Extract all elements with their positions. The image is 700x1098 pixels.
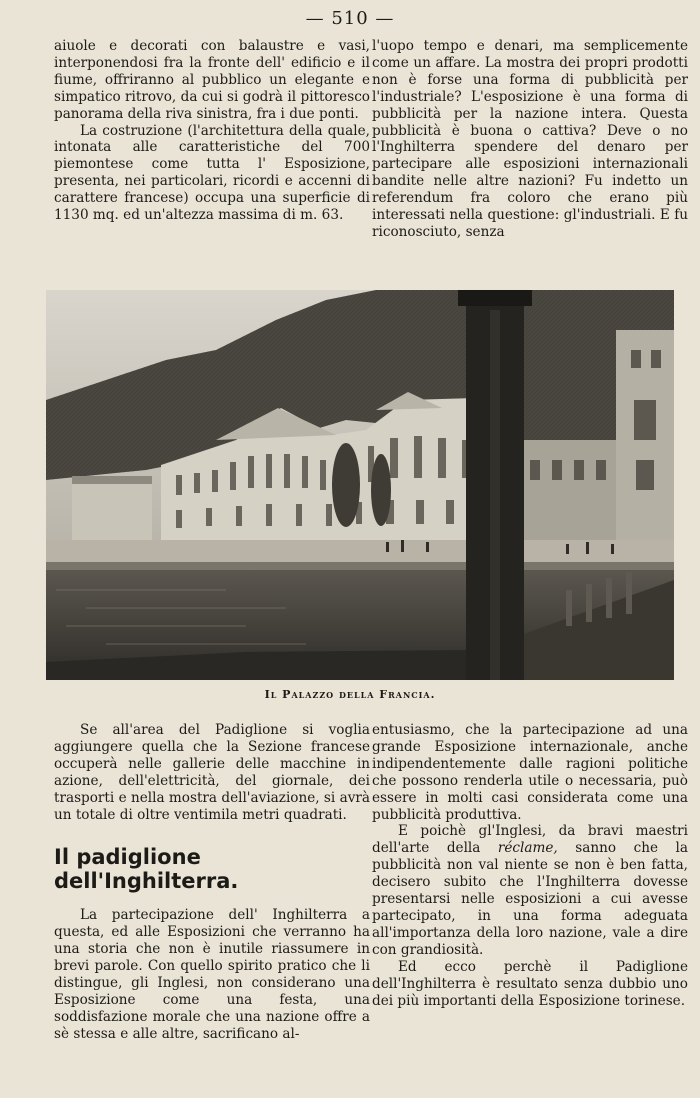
column-top-right	[372, 38, 688, 241]
paragraph: entusiasmo, che la partecipazione ad una grande Esposizione internazionale, anche indipendentemente dalle ragioni politiche che possono renderla utile o necessaria, può essere in molti casi considerata come una pubblicità produttiva.	[372, 722, 688, 823]
page-number: — 510 —	[305, 8, 395, 29]
paragraph: Ed ecco perchè il Padiglione dell'Inghilterra è resultato senza dubbio uno dei più importanti della Esposizione torinese.	[372, 958, 688, 1009]
paragraph	[372, 823, 688, 958]
section-heading: Il padiglione dell'Inghilterra.	[54, 845, 239, 894]
column-top-left	[54, 38, 370, 224]
engraving-illustration	[46, 290, 674, 680]
paragraph: La costruzione (l'architettura della quale, intonata alle caratteristiche del 700 piemontese come tutta l' Esposizione, presenta, nei particolari, ricordi e accenni di carattere francese) occupa una superficie di 1130 mq. ed un'altezza massima di m. 63.	[54, 122, 370, 224]
paragraph: aiuole e decorati con balaustre e vasi, interponendosi fra la fronte dell' edificio e il fiume, offriranno al pubblico un elegante e simpatico ritrovo, da cui si godrà il pittoresco panorama della riva sinistra, fra i due ponti.	[54, 38, 370, 122]
paragraph: l'uopo tempo e denari, ma semplicemente come un affare. La mostra dei propri prodotti non è forse una forma di pubblicità per l'industriale? L'esposizione è una forma di pubblicità per la nazione intera. Questa pubblicità è buona o cattiva? Deve o no l'Inghilterra spendere del denaro per partecipare alle esposizioni internazionali bandite nelle altre nazioni? Fu indetto un referendum fra coloro che erano più interessati nella questione: gl'industriali. E fu riconosciuto, senza	[372, 38, 688, 240]
engraving-palazzo-francia	[46, 290, 674, 680]
text-run: sanno che la pubblicità non val niente se non è ben fatta, decisero subito che l'Inghilterra dovesse presentarsi nelle esposizioni a cui avesse partecipato, in una forma adeguata all'importanza della loro nazione, vale a dire con grandiosità.	[372, 840, 688, 958]
column-bottom-left	[54, 722, 370, 1043]
column-bottom-right	[372, 722, 688, 1009]
paragraph: La partecipazione dell' Inghilterra a questa, ed alle Esposizioni che verranno ha una storia che non è inutile riassumere in brevi parole. Con quello spirito pratico che li distingue, gli Inglesi, non considerano una Esposizione come una festa, una soddisfazione morale che una nazione offre a sè stessa e alle altre, sacrificano al-	[54, 907, 370, 1042]
paragraph: Se all'area del Padiglione si voglia aggiungere quella che la Sezione francese occuperà nelle gallerie delle macchine in azione, dell'elettricità, del giornale, dei trasporti e nella mostra dell'aviazione, si avrà un totale di oltre ventimila metri quadrati.	[54, 722, 370, 823]
italic-word: réclame,	[497, 840, 558, 857]
text-run: E poichè gl'Inglesi, da bravi maestri dell'arte della	[372, 823, 688, 857]
figure-caption: Il Palazzo della Francia.	[264, 688, 436, 701]
